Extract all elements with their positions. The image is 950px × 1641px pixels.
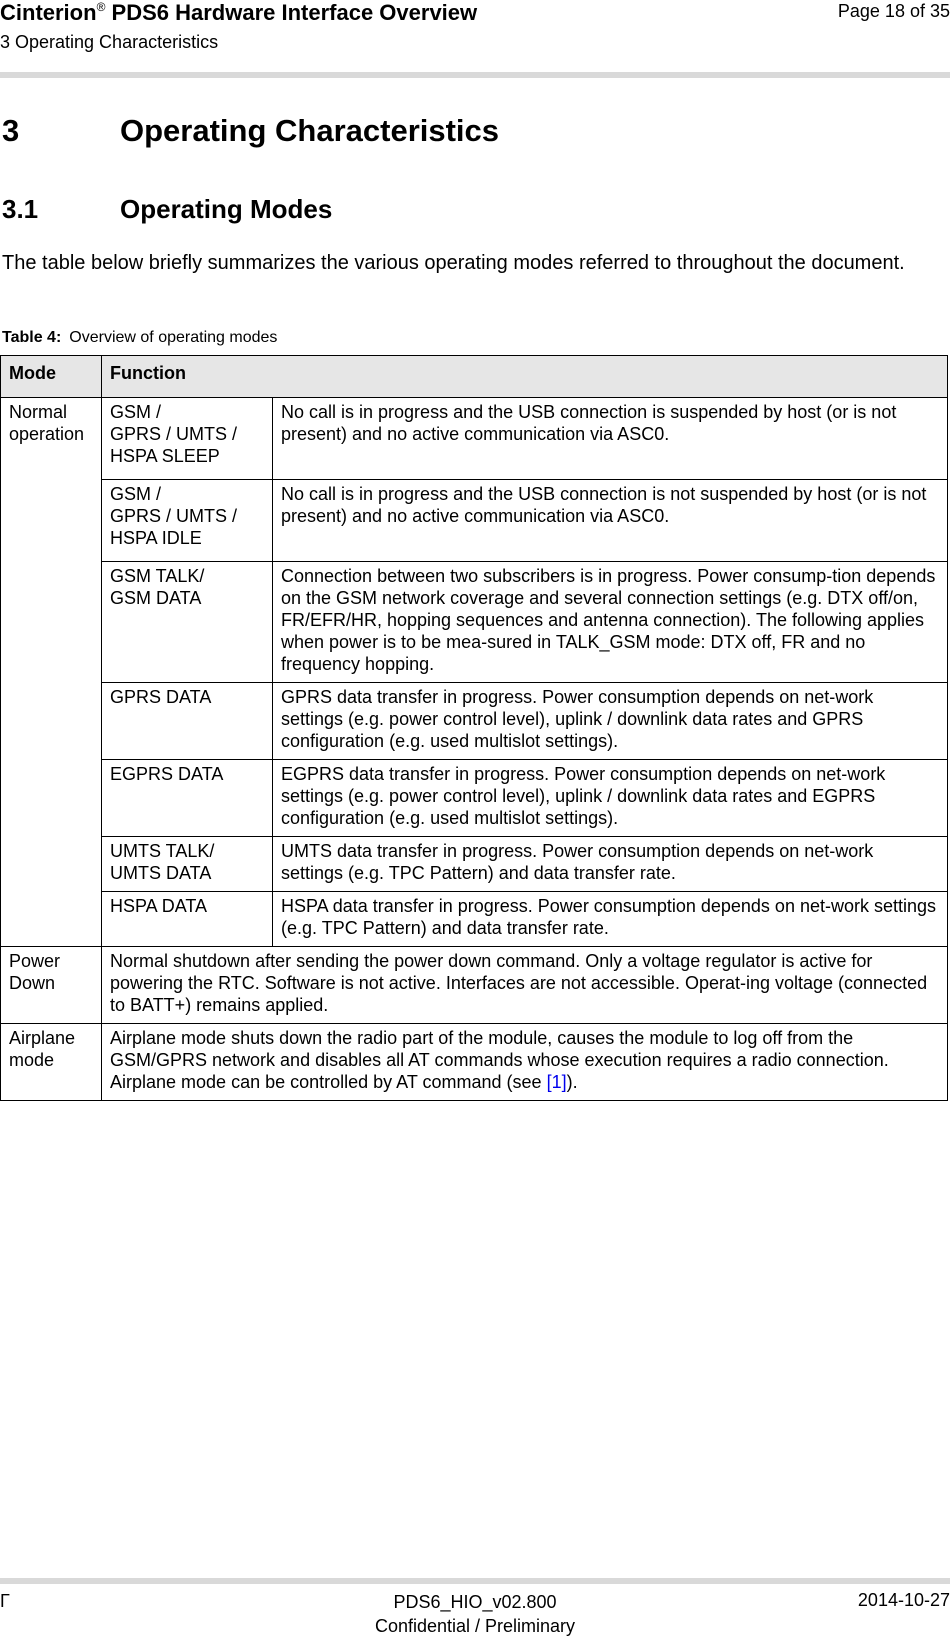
header-function: Function [102,356,948,398]
operating-modes-table [0,355,948,1101]
mode-airplane: Airplane mode [1,1024,102,1101]
description-cell: Normal shutdown after sending the power down command. Only a voltage regulator is active for powering the RTC. Software is not active. Interfaces are not accessible. Operat-ing voltage (connected to BATT+) remains applied. [102,947,948,1024]
state-cell: GPRS DATA [102,683,273,760]
document-code: PDS6_HIO_v02.800 [393,1592,557,1612]
table-row [1,760,948,837]
subsection-number: 3.1 [2,194,39,224]
mode-power-down: Power Down [1,947,102,1024]
table-row [1,480,948,562]
description-cell: HSPA data transfer in progress. Power consumption depends on net-work settings (e.g. TPC Pattern) and data transfer rate. [273,892,948,947]
table-row [1,683,948,760]
table-caption-label: Table 4: [2,329,62,346]
header-mode: Mode [1,356,102,398]
description-cell: Airplane mode shuts down the radio part of the module, causes the module to log off from the GSM/GPRS network and disables all AT commands whose execution requires a radio connection. Airplane mode can be controlled by AT command (see [1]). [102,1024,948,1101]
section-number: 3 [2,113,20,148]
description-cell: Connection between two subscribers is in progress. Power consump-tion depends on the GSM network coverage and several connection settings (e.g. DTX off/on, FR/EFR/HR, hopping sequences and antenna connection). The following applies when power is to be mea-sured in TALK_GSM mode: DTX off, FR and no frequency hopping. [273,562,948,683]
table-row [1,562,948,683]
state-cell: GSM TALK/ GSM DATA [102,562,273,683]
header-divider [0,72,950,78]
footer-divider [0,1578,950,1584]
description-cell: EGPRS data transfer in progress. Power consumption depends on net-work settings (e.g. power control level), uplink / downlink data rates and EGPRS configuration (e.g. used multislot settings). [273,760,948,837]
table-row [1,837,948,892]
description-cell: No call is in progress and the USB connection is not suspended by host (or is not present) and no active communication via ASC0. [273,480,948,562]
registered-mark: ® [96,0,106,14]
footer-mark: Γ [0,1591,10,1611]
confidentiality-label: Confidential / Preliminary [374,1616,576,1636]
subsection-title: Operating Modes [120,194,333,224]
table-row [1,892,948,947]
state-cell: GSM / GPRS / UMTS / HSPA SLEEP [102,398,273,480]
intro-paragraph: The table below briefly summarizes the various operating modes referred to throughout the document. [2,252,905,274]
description-cell: No call is in progress and the USB connection is suspended by host (or is not present) and no active communication via ASC0. [273,398,948,480]
reference-link[interactable]: [1] [546,1072,567,1092]
description-cell: GPRS data transfer in progress. Power consumption depends on net-work settings (e.g. power control level), uplink / downlink data rates and GPRS configuration (e.g. used multislot settings). [273,683,948,760]
table-row [1,947,948,1024]
state-cell: HSPA DATA [102,892,273,947]
state-cell: GSM / GPRS / UMTS / HSPA IDLE [102,480,273,562]
state-cell: EGPRS DATA [102,760,273,837]
chapter-subtitle: 3 Operating Characteristics [0,32,219,52]
section-title: Operating Characteristics [120,113,500,148]
document-title: Cinterion® PDS6 Hardware Interface Overview [0,0,478,25]
section-heading [2,113,499,149]
state-cell: UMTS TALK/ UMTS DATA [102,837,273,892]
document-date: 2014-10-27 [857,1590,950,1610]
subsection-heading [2,194,332,225]
description-cell: UMTS data transfer in progress. Power consumption depends on net-work settings (e.g. TPC Pattern) and data transfer rate. [273,837,948,892]
table-row [1,1024,948,1101]
page-number: Page 18 of 35 [837,1,950,21]
table-header-row [1,356,948,398]
mode-normal-operation: Normal operation [1,398,102,947]
table-caption: Table 4: Overview of operating modes [2,329,278,346]
footer-document-id [0,1590,950,1638]
table-row [1,398,948,480]
